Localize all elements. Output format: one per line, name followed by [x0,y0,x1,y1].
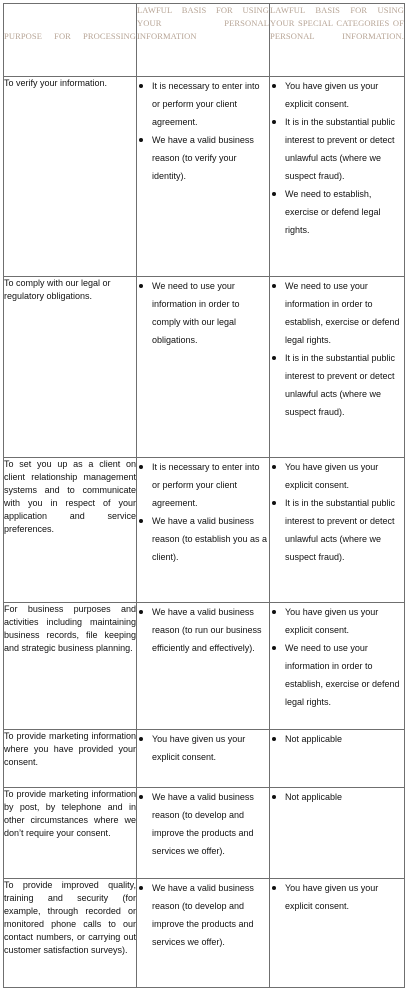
table-row [4,788,405,879]
list-item: We need to use your information in order to establish, exercise or defend legal rights. [270,277,404,349]
special-basis-cell [270,879,405,988]
special-basis-cell [270,603,405,730]
list-item: You have given us your explicit consent. [270,458,404,494]
table-header-row [4,4,405,77]
lawful-basis-cell [137,603,270,730]
purpose-cell: To provide marketing information where you have provided your consent. [4,730,137,788]
purpose-cell: To comply with our legal or regulatory obligations. [4,277,137,458]
list-item: We have a valid business reason (to develop and improve the products and services we offer). [137,788,269,860]
list-item: Not applicable [270,788,404,806]
list-item: It is in the substantial public interest to prevent or detect unlawful acts (where we suspect fraud). [270,113,404,185]
lawful-basis-cell [137,77,270,277]
purpose-cell: To provide marketing information by post, by telephone and in other circumstances where we don’t require your consent. [4,788,137,879]
list-item: We have a valid business reason (to verify your identity). [137,131,269,185]
list-item: You have given us your explicit consent. [270,77,404,113]
purpose-cell: To provide improved quality, training and security (for example, through recorded or monitored phone calls to our contact numbers, or carrying out customer satisfaction surveys). [4,879,137,988]
lawful-basis-cell [137,277,270,458]
table-row [4,77,405,277]
purpose-cell: For business purposes and activities including maintaining business records, file keeping and strategic business planning. [4,603,137,730]
table-row [4,603,405,730]
purpose-cell: To set you up as a client on client relationship management systems and to communicate with you in respect of your application and service preferences. [4,458,137,603]
lawful-basis-cell [137,730,270,788]
list-item: You have given us your explicit consent. [137,730,269,766]
special-basis-cell [270,458,405,603]
special-basis-cell [270,77,405,277]
table-row [4,277,405,458]
header-purpose [4,4,137,77]
table-row [4,730,405,788]
lawful-basis-cell [137,788,270,879]
list-item: We need to use your information in order to establish, exercise or defend legal rights. [270,639,404,711]
list-item: It is necessary to enter into or perform your client agreement. [137,458,269,512]
lawful-basis-cell [137,458,270,603]
header-special-basis-text: LAWFUL BASIS FOR USING YOUR SPECIAL CATEGORIES OF PERSONAL INFORMATION. [270,5,404,41]
list-item: It is necessary to enter into or perform your client agreement. [137,77,269,131]
header-purpose-text: PURPOSE FOR PROCESSING [4,31,136,41]
list-item: You have given us your explicit consent. [270,603,404,639]
special-basis-cell [270,277,405,458]
list-item: We have a valid business reason (to establish you as a client). [137,512,269,566]
list-item: We have a valid business reason (to develop and improve the products and services we offer). [137,879,269,951]
header-lawful-basis [137,4,270,77]
list-item: It is in the substantial public interest to prevent or detect unlawful acts (where we suspect fraud). [270,494,404,566]
lawful-basis-cell [137,879,270,988]
table-row [4,879,405,988]
list-item: You have given us your explicit consent. [270,879,404,915]
table-row [4,458,405,603]
purpose-cell: To verify your information. [4,77,137,277]
list-item: It is in the substantial public interest to prevent or detect unlawful acts (where we suspect fraud). [270,349,404,421]
header-special-basis [270,4,405,77]
list-item: We have a valid business reason (to run our business efficiently and effectively). [137,603,269,657]
list-item: We need to use your information in order to comply with our legal obligations. [137,277,269,349]
special-basis-cell [270,788,405,879]
special-basis-cell [270,730,405,788]
list-item: We need to establish, exercise or defend legal rights. [270,185,404,239]
lawful-basis-table [3,3,405,988]
header-lawful-basis-text: LAWFUL BASIS FOR USING YOUR PERSONAL INFORMATION [137,5,269,41]
list-item: Not applicable [270,730,404,748]
